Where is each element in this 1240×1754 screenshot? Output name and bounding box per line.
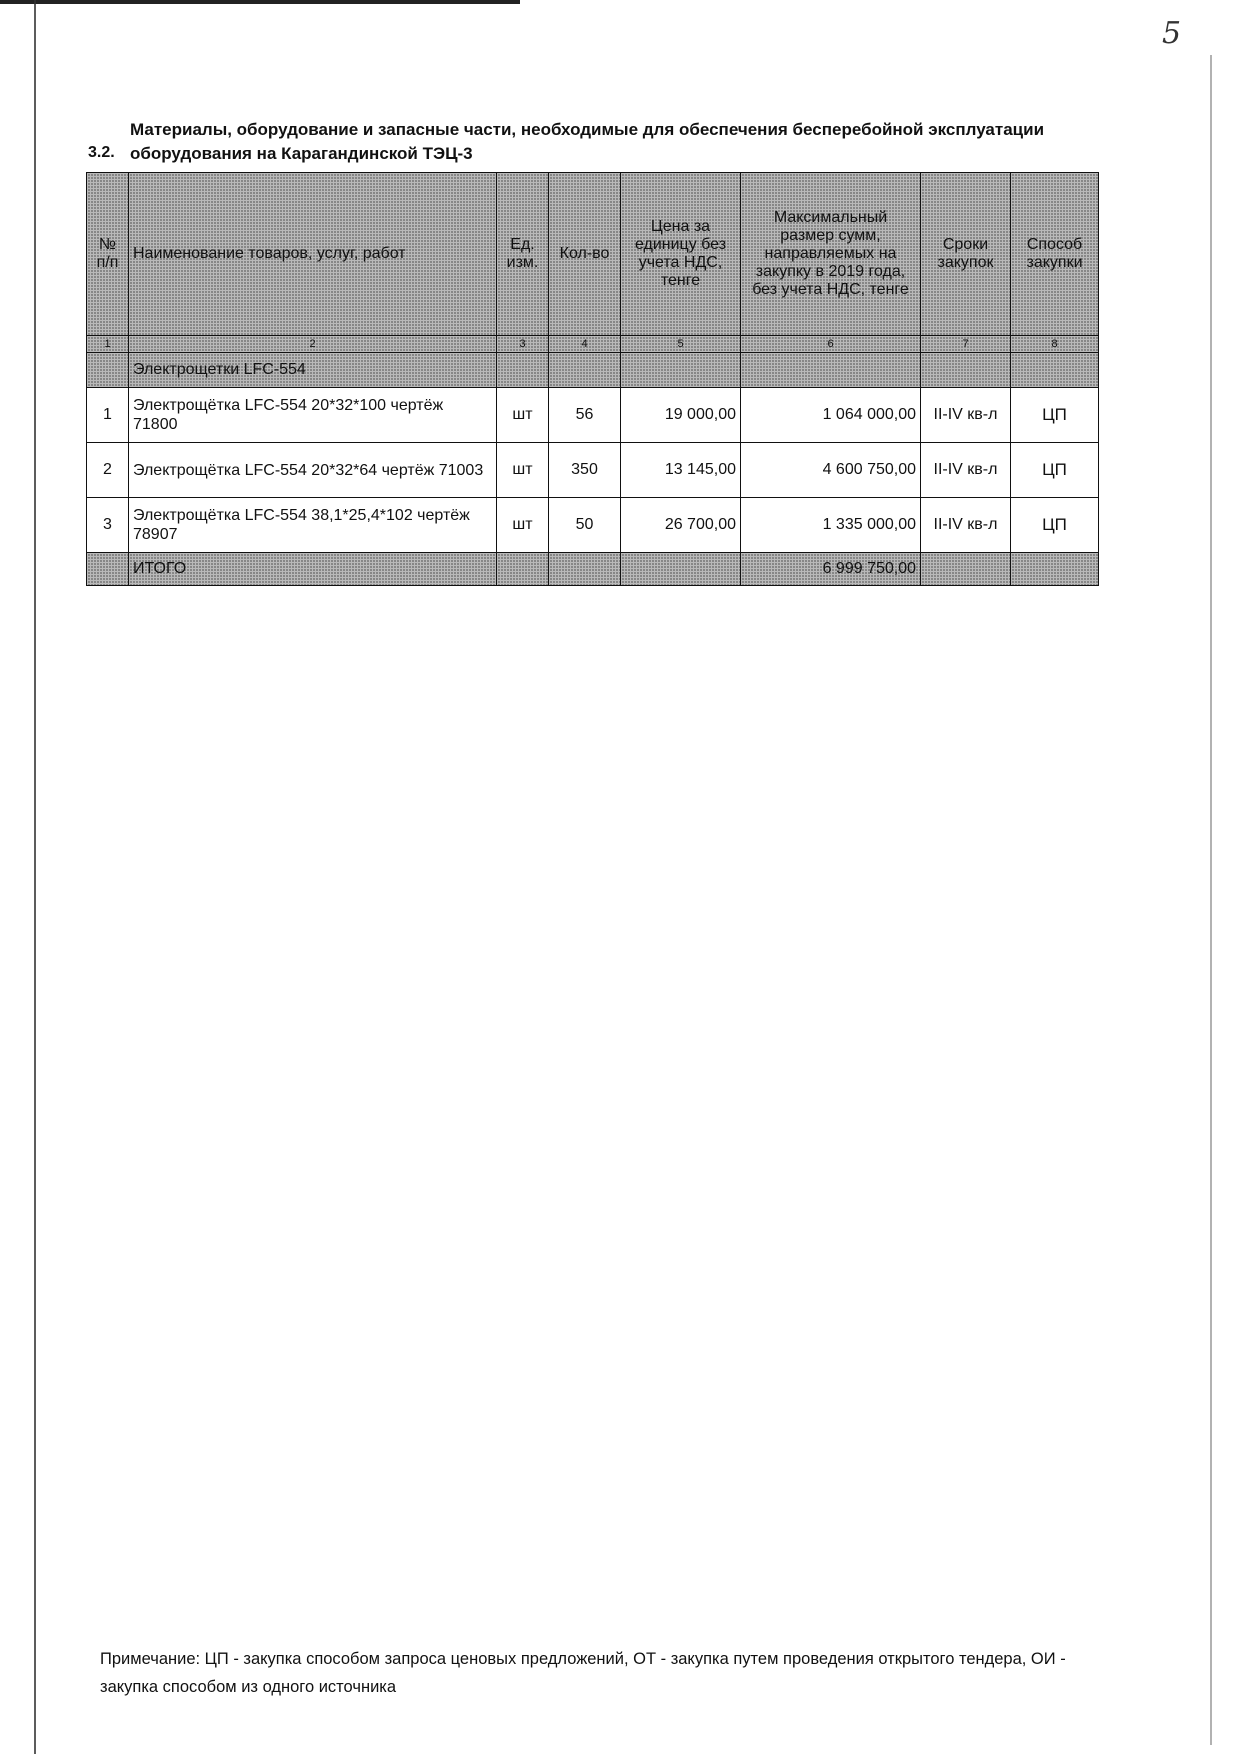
column-number: 4 xyxy=(549,336,621,353)
row-name: Электрощётка LFC-554 38,1*25,4*102 чертёж 78907 xyxy=(129,498,497,553)
column-number: 7 xyxy=(921,336,1011,353)
column-number: 1 xyxy=(87,336,129,353)
row-method: ЦП xyxy=(1011,498,1099,553)
table-row xyxy=(87,443,1099,498)
total-empty-cell xyxy=(549,553,621,586)
row-price: 19 000,00 xyxy=(621,388,741,443)
row-period: II-IV кв-л xyxy=(921,498,1011,553)
column-number: 8 xyxy=(1011,336,1099,353)
row-num: 1 xyxy=(87,388,129,443)
column-number: 6 xyxy=(741,336,921,353)
total-empty-cell xyxy=(921,553,1011,586)
table-row xyxy=(87,498,1099,553)
header-total: Максимальный размер сумм, направляемых на закупку в 2019 года, без учета НДС, тенге xyxy=(741,173,921,336)
group-empty-cell xyxy=(741,353,921,388)
group-empty-cell xyxy=(621,353,741,388)
row-name: Электрощётка LFC-554 20*32*64 чертёж 71003 xyxy=(129,443,497,498)
row-period: II-IV кв-л xyxy=(921,443,1011,498)
total-empty-cell xyxy=(497,553,549,586)
group-empty-cell xyxy=(549,353,621,388)
total-empty-cell xyxy=(87,553,129,586)
row-method: ЦП xyxy=(1011,388,1099,443)
total-label: ИТОГО xyxy=(129,553,497,586)
total-empty-cell xyxy=(1011,553,1099,586)
header-name: Наименование товаров, услуг, работ xyxy=(129,173,497,336)
footnote: Примечание: ЦП - закупка способом запроса ценовых предложений, ОТ - закупка путем проведения открытого тендера, ОИ - закупка способом из одного источника xyxy=(100,1650,1066,1696)
row-qty: 56 xyxy=(549,388,621,443)
row-name: Электрощётка LFC-554 20*32*100 чертёж 71800 xyxy=(129,388,497,443)
column-number: 2 xyxy=(129,336,497,353)
header-period: Сроки закупок xyxy=(921,173,1011,336)
row-unit: шт xyxy=(497,388,549,443)
section-number: 3.2. xyxy=(88,144,115,161)
header-price: Цена за единицу без учета НДС, тенге xyxy=(621,173,741,336)
header-unit: Ед. изм. xyxy=(497,173,549,336)
row-method: ЦП xyxy=(1011,443,1099,498)
section-title: Материалы, оборудование и запасные части, необходимые для обеспечения бесперебойной эксплуатации оборудования на Карагандинской ТЭЦ-3 xyxy=(130,120,1045,163)
row-price: 26 700,00 xyxy=(621,498,741,553)
row-unit: шт xyxy=(497,443,549,498)
column-number: 3 xyxy=(497,336,549,353)
total-empty-cell xyxy=(621,553,741,586)
scan-right-edge xyxy=(1210,55,1212,1745)
row-period: II-IV кв-л xyxy=(921,388,1011,443)
group-title: Электрощетки LFC-554 xyxy=(129,353,497,388)
row-total: 4 600 750,00 xyxy=(741,443,921,498)
row-num: 3 xyxy=(87,498,129,553)
table-row xyxy=(87,388,1099,443)
column-numbers-row xyxy=(87,336,1099,353)
handwritten-page-number: 5 xyxy=(1162,16,1182,51)
total-row xyxy=(87,553,1099,586)
row-price: 13 145,00 xyxy=(621,443,741,498)
column-number: 5 xyxy=(621,336,741,353)
group-empty-cell xyxy=(1011,353,1099,388)
procurement-table xyxy=(86,172,1099,586)
scan-top-edge xyxy=(0,0,520,4)
row-total: 1 064 000,00 xyxy=(741,388,921,443)
scan-left-edge xyxy=(34,0,36,1754)
header-num: № п/п xyxy=(87,173,129,336)
header-qty: Кол-во xyxy=(549,173,621,336)
header-method: Способ закупки xyxy=(1011,173,1099,336)
group-empty-cell xyxy=(921,353,1011,388)
row-num: 2 xyxy=(87,443,129,498)
group-row xyxy=(87,353,1099,388)
total-value: 6 999 750,00 xyxy=(741,553,921,586)
row-total: 1 335 000,00 xyxy=(741,498,921,553)
group-empty-cell xyxy=(497,353,549,388)
row-qty: 50 xyxy=(549,498,621,553)
group-num-cell xyxy=(87,353,129,388)
row-unit: шт xyxy=(497,498,549,553)
table-header-row xyxy=(87,173,1099,336)
row-qty: 350 xyxy=(549,443,621,498)
